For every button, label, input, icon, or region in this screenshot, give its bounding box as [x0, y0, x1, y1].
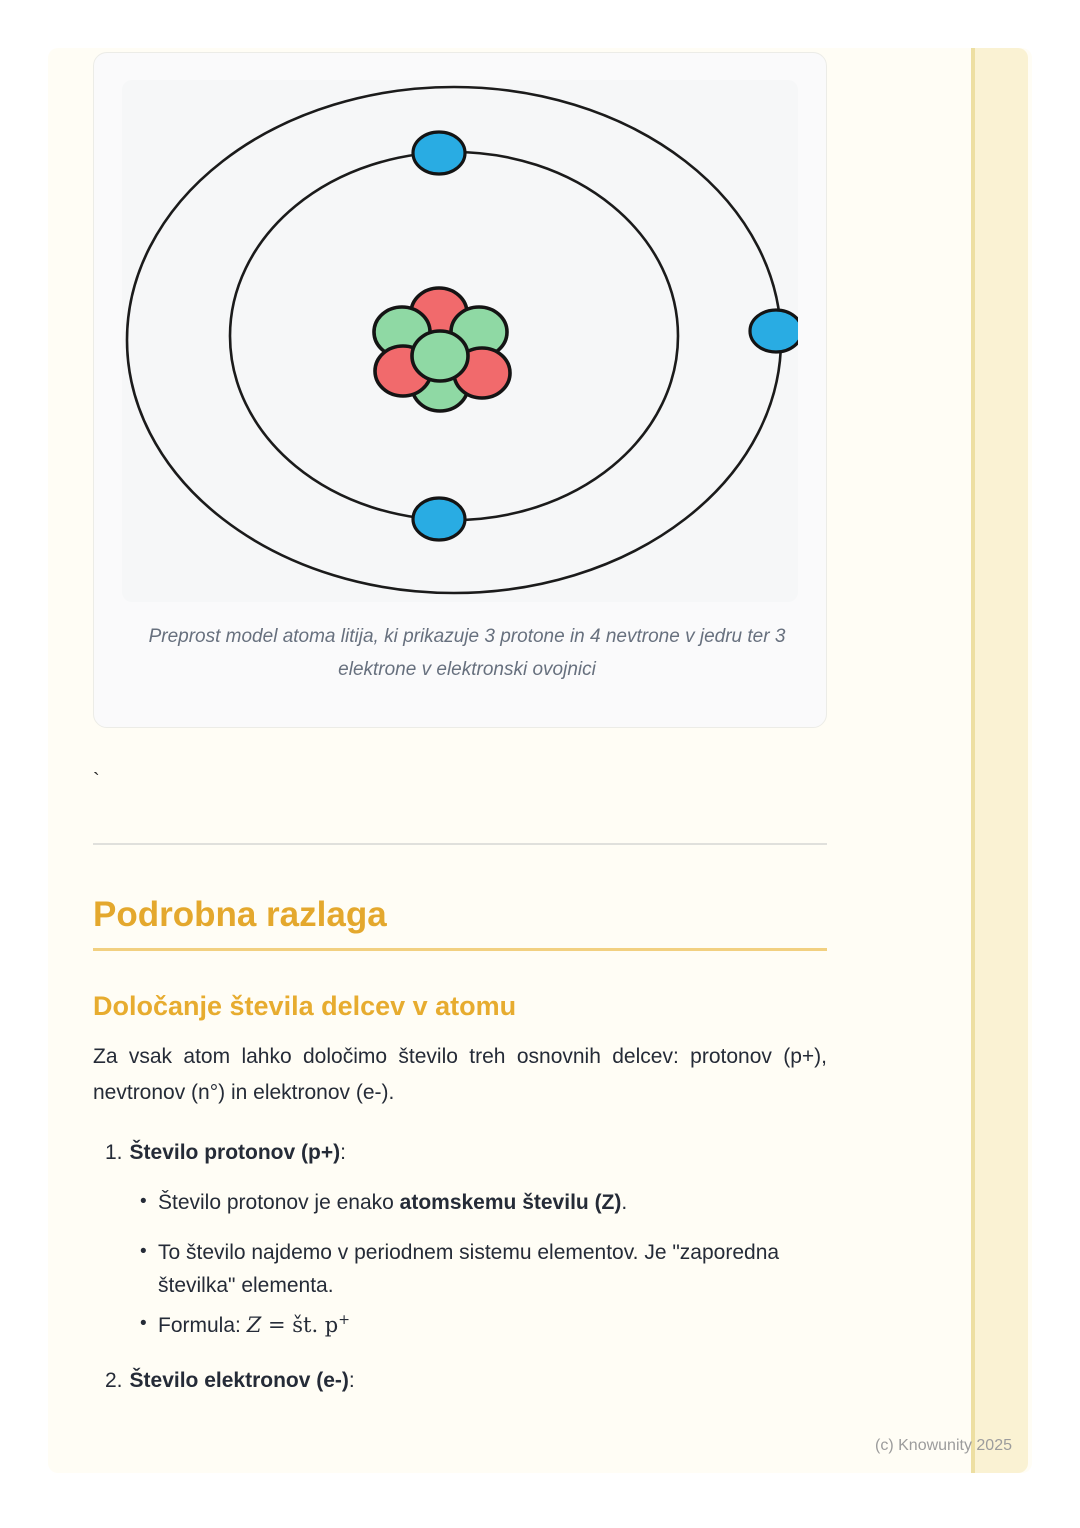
bullet-periodic-table: [93, 1236, 803, 1302]
nucleus: [374, 288, 510, 411]
list-title: Število elektronov (e-): [129, 1369, 349, 1392]
heading-underline: [93, 948, 827, 951]
subsection-heading: Določanje števila delcev v atomu: [93, 991, 517, 1021]
neutron-particle: [412, 331, 468, 381]
bullet-atomic-number: [93, 1188, 803, 1218]
bullet-icon: •: [140, 1191, 147, 1212]
list-colon: :: [348, 1369, 355, 1392]
section-divider: [93, 843, 827, 845]
bullet-bold-text: atomskemu številu (Z): [399, 1191, 622, 1214]
electron: [413, 132, 465, 174]
bullet-text: To število najdemo v periodnem sistemu elementov. Je "zaporedna številka" elementa.: [158, 1241, 780, 1297]
bullet-formula: [93, 1310, 803, 1341]
figure-caption: Preprost model atoma litija, ki prikazuje 3 protone in 4 nevtrone v jedru ter 3 elektrone v elektronski ovojnici: [148, 626, 786, 680]
bullet-text-end: .: [621, 1191, 628, 1214]
bullet-text: Število protonov je enako: [158, 1191, 400, 1214]
formula-label: Formula:: [158, 1314, 247, 1337]
formula-superscript: +: [338, 1312, 350, 1328]
document-content: [93, 48, 827, 1396]
electron: [413, 498, 465, 540]
bullet-icon: •: [140, 1313, 147, 1334]
atom-model-card: [93, 52, 827, 728]
list-item-protons: [93, 1138, 827, 1168]
section-heading: Podrobna razlaga: [93, 895, 387, 934]
list-item-electrons: [93, 1366, 827, 1396]
formula-expression: = št. p: [261, 1313, 339, 1337]
stray-backtick: `: [93, 770, 100, 792]
intro-paragraph: Za vsak atom lahko določimo število treh osnovnih delcev: protonov (p+), nevtronov (n°) in elektronov (e-).: [93, 1045, 827, 1104]
bullet-icon: •: [140, 1241, 147, 1262]
copyright-watermark: (c) Knowunity 2025: [875, 1437, 1012, 1454]
formula-z: Z: [246, 1313, 262, 1337]
list-colon: :: [340, 1141, 346, 1164]
lithium-atom-diagram: [122, 80, 798, 602]
electron: [750, 310, 798, 352]
list-number: 1.: [105, 1141, 123, 1164]
list-number: 2.: [105, 1369, 123, 1392]
notebook-margin-band: [971, 48, 1028, 1473]
atom-model-image: [122, 80, 798, 602]
document-sheet: [48, 48, 1032, 1473]
list-title: Število protonov (p+): [129, 1141, 341, 1164]
